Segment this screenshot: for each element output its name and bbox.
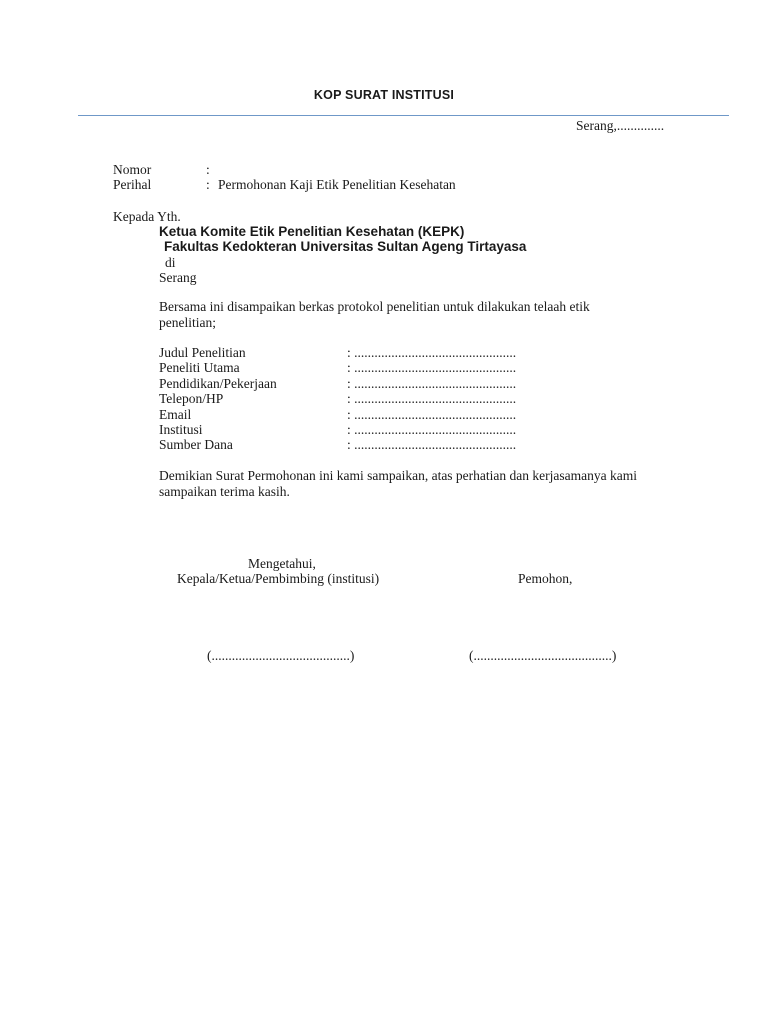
field-label: Judul Penelitian: [159, 345, 246, 360]
perihal-value: Permohonan Kaji Etik Penelitian Kesehatan: [218, 177, 456, 192]
left-signature-line: (.........................................): [207, 648, 355, 663]
recipient-di: di: [165, 255, 176, 270]
place-date: Serang,..............: [576, 118, 665, 133]
nomor-colon: :: [206, 162, 210, 177]
closing-paragraph: Demikian Surat Permohonan ini kami sampaikan, atas perhatian dan kerjasamanya kami sampaikan terima kasih.: [159, 468, 637, 499]
nomor-label: Nomor: [113, 162, 152, 177]
right-signatory-title: Pemohon,: [518, 571, 573, 586]
perihal-colon: :: [206, 177, 210, 192]
field-label: Telepon/HP: [159, 391, 224, 407]
field-value: : ................................................: [347, 437, 517, 453]
header-divider: [78, 115, 729, 116]
field-label: Sumber Dana: [159, 437, 233, 453]
acknowledged-label: Mengetahui,: [248, 556, 316, 571]
field-value: : ................................................: [347, 406, 517, 422]
recipient-line-1: Ketua Komite Etik Penelitian Kesehatan (KEPK): [159, 224, 465, 239]
recipient-line-2: Fakultas Kedokteran Universitas Sultan Ageng Tirtayasa: [164, 239, 527, 254]
field-value: : ................................................: [347, 360, 517, 376]
field-label: Peneliti Utama: [159, 360, 240, 376]
recipient-salutation: Kepada Yth.: [113, 209, 181, 224]
intro-paragraph: Bersama ini disampaikan berkas protokol penelitian untuk dilakukan telaah etik penelitian;: [159, 299, 590, 330]
left-signatory-title: Kepala/Ketua/Pembimbing (institusi): [177, 571, 380, 586]
field-value: : ................................................: [347, 375, 517, 391]
field-value: : ................................................: [347, 345, 517, 360]
field-value: : ................................................: [347, 391, 517, 407]
field-label: Email: [159, 406, 192, 422]
field-value: : ................................................: [347, 422, 517, 437]
field-label: Pendidikan/Pekerjaan: [159, 375, 277, 391]
perihal-label: Perihal: [113, 177, 152, 192]
recipient-city: Serang: [159, 270, 197, 285]
field-label: Institusi: [159, 422, 203, 437]
letterhead-title: KOP SURAT INSTITUSI: [313, 88, 455, 102]
right-signature-line: (.........................................): [469, 648, 617, 663]
